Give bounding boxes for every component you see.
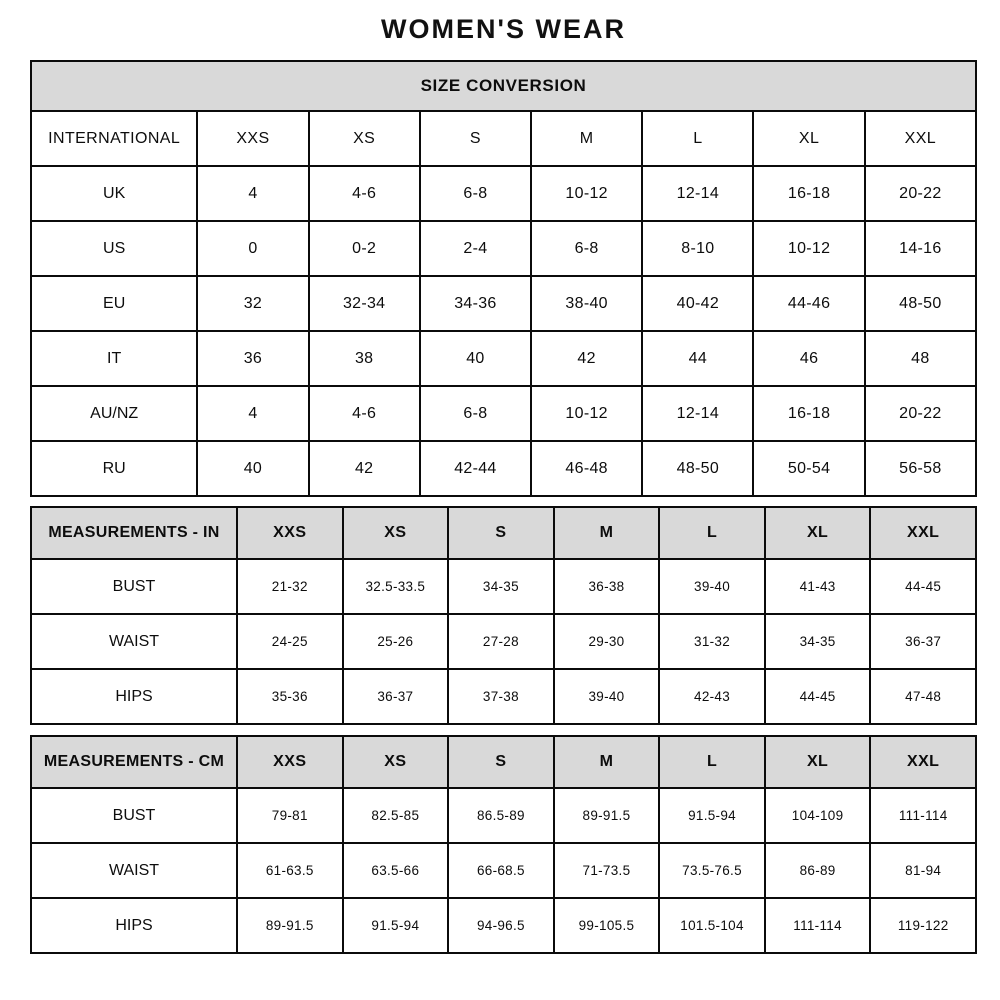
size-value-cell: 42 (531, 331, 642, 386)
size-value-cell: 14-16 (865, 221, 976, 276)
size-value-cell: 32-34 (309, 276, 420, 331)
measurement-value-cell: 91.5-94 (659, 788, 765, 843)
size-value-cell: 32 (197, 276, 308, 331)
size-value-cell: 2-4 (420, 221, 531, 276)
measurement-value-cell: 89-91.5 (237, 898, 343, 953)
measurement-value-cell: 91.5-94 (343, 898, 449, 953)
measurement-value-cell: 104-109 (765, 788, 871, 843)
measurements-table-title: MEASUREMENTS - IN (31, 507, 237, 559)
measurement-row (31, 843, 976, 898)
measurement-value-cell: 71-73.5 (554, 843, 660, 898)
size-value-cell: 0-2 (309, 221, 420, 276)
measurement-value-cell: 35-36 (237, 669, 343, 724)
row-label: US (31, 221, 197, 276)
measurement-value-cell: 24-25 (237, 614, 343, 669)
size-value-cell: 48-50 (865, 276, 976, 331)
measurement-value-cell: 119-122 (870, 898, 976, 953)
measurement-value-cell: 36-37 (343, 669, 449, 724)
size-value-cell: 36 (197, 331, 308, 386)
measurement-value-cell: 44-45 (870, 559, 976, 614)
size-conversion-header: SIZE CONVERSION (31, 61, 976, 111)
size-conversion-table (30, 60, 977, 497)
international-column-header: INTERNATIONAL (31, 111, 197, 166)
size-column-header: S (448, 507, 554, 559)
measurement-value-cell: 27-28 (448, 614, 554, 669)
page-title: WOMEN'S WEAR (381, 14, 626, 44)
measurement-value-cell: 82.5-85 (343, 788, 449, 843)
size-conversion-row (31, 221, 976, 276)
size-column-header: XXS (197, 111, 308, 166)
measurement-value-cell: 25-26 (343, 614, 449, 669)
row-label: HIPS (31, 898, 237, 953)
measurement-value-cell: 37-38 (448, 669, 554, 724)
size-value-cell: 34-36 (420, 276, 531, 331)
size-value-cell: 48 (865, 331, 976, 386)
size-column-header: S (448, 736, 554, 788)
row-label: RU (31, 441, 197, 496)
size-column-header: XXL (870, 736, 976, 788)
measurement-value-cell: 39-40 (554, 669, 660, 724)
size-value-cell: 10-12 (753, 221, 864, 276)
measurement-value-cell: 61-63.5 (237, 843, 343, 898)
measurement-value-cell: 111-114 (765, 898, 871, 953)
measurement-value-cell: 99-105.5 (554, 898, 660, 953)
measurement-value-cell: 47-48 (870, 669, 976, 724)
measurement-value-cell: 29-30 (554, 614, 660, 669)
measurements-in-header-row (31, 507, 976, 559)
size-value-cell: 46-48 (531, 441, 642, 496)
size-value-cell: 10-12 (531, 166, 642, 221)
measurement-value-cell: 34-35 (765, 614, 871, 669)
size-value-cell: 16-18 (753, 386, 864, 441)
size-column-header: XXS (237, 507, 343, 559)
size-column-header: L (642, 111, 753, 166)
row-label: WAIST (31, 843, 237, 898)
size-conversion-row (31, 166, 976, 221)
size-conversion-row (31, 331, 976, 386)
measurement-value-cell: 81-94 (870, 843, 976, 898)
measurement-row (31, 559, 976, 614)
measurements-in-table (30, 506, 977, 725)
measurement-row (31, 669, 976, 724)
size-value-cell: 44-46 (753, 276, 864, 331)
size-column-header: XS (343, 736, 449, 788)
size-value-cell: 38-40 (531, 276, 642, 331)
size-value-cell: 12-14 (642, 166, 753, 221)
size-column-header: L (659, 736, 765, 788)
size-value-cell: 10-12 (531, 386, 642, 441)
measurement-value-cell: 66-68.5 (448, 843, 554, 898)
size-value-cell: 48-50 (642, 441, 753, 496)
size-column-header: M (531, 111, 642, 166)
measurements-cm-table (30, 735, 977, 954)
size-value-cell: 42-44 (420, 441, 531, 496)
size-column-header: L (659, 507, 765, 559)
size-value-cell: 40 (197, 441, 308, 496)
measurement-value-cell: 79-81 (237, 788, 343, 843)
measurement-value-cell: 34-35 (448, 559, 554, 614)
size-conversion-row (31, 276, 976, 331)
size-value-cell: 6-8 (420, 166, 531, 221)
measurement-value-cell: 94-96.5 (448, 898, 554, 953)
row-label: HIPS (31, 669, 237, 724)
measurements-cm-header-row (31, 736, 976, 788)
size-conversion-banner-row (31, 61, 976, 111)
size-conversion-row (31, 386, 976, 441)
size-value-cell: 6-8 (531, 221, 642, 276)
size-column-header: M (554, 507, 660, 559)
size-value-cell: 6-8 (420, 386, 531, 441)
size-column-header: XL (765, 507, 871, 559)
size-value-cell: 12-14 (642, 386, 753, 441)
size-column-header: XS (343, 507, 449, 559)
size-value-cell: 38 (309, 331, 420, 386)
measurement-value-cell: 32.5-33.5 (343, 559, 449, 614)
size-column-header: XXS (237, 736, 343, 788)
size-value-cell: 16-18 (753, 166, 864, 221)
measurement-value-cell: 89-91.5 (554, 788, 660, 843)
measurement-value-cell: 31-32 (659, 614, 765, 669)
size-column-header: XXL (865, 111, 976, 166)
row-label: AU/NZ (31, 386, 197, 441)
size-conversion-row (31, 441, 976, 496)
row-label: UK (31, 166, 197, 221)
size-value-cell: 8-10 (642, 221, 753, 276)
size-value-cell: 56-58 (865, 441, 976, 496)
measurement-row (31, 898, 976, 953)
measurement-value-cell: 42-43 (659, 669, 765, 724)
size-value-cell: 4-6 (309, 386, 420, 441)
measurement-value-cell: 36-37 (870, 614, 976, 669)
size-value-cell: 40-42 (642, 276, 753, 331)
size-column-header: XXL (870, 507, 976, 559)
row-label: BUST (31, 788, 237, 843)
measurement-value-cell: 41-43 (765, 559, 871, 614)
measurement-value-cell: 86-89 (765, 843, 871, 898)
size-value-cell: 4-6 (309, 166, 420, 221)
row-label: WAIST (31, 614, 237, 669)
size-value-cell: 20-22 (865, 166, 976, 221)
measurement-value-cell: 39-40 (659, 559, 765, 614)
measurements-table-title: MEASUREMENTS - CM (31, 736, 237, 788)
size-column-header: XL (765, 736, 871, 788)
size-value-cell: 0 (197, 221, 308, 276)
size-value-cell: 20-22 (865, 386, 976, 441)
measurement-value-cell: 111-114 (870, 788, 976, 843)
measurement-row (31, 614, 976, 669)
row-label: BUST (31, 559, 237, 614)
size-value-cell: 50-54 (753, 441, 864, 496)
measurement-value-cell: 21-32 (237, 559, 343, 614)
size-column-header: XL (753, 111, 864, 166)
size-column-header: M (554, 736, 660, 788)
size-conversion-columns-row (31, 111, 976, 166)
size-value-cell: 46 (753, 331, 864, 386)
measurement-value-cell: 73.5-76.5 (659, 843, 765, 898)
size-value-cell: 4 (197, 386, 308, 441)
measurement-value-cell: 86.5-89 (448, 788, 554, 843)
size-value-cell: 44 (642, 331, 753, 386)
size-column-header: XS (309, 111, 420, 166)
row-label: IT (31, 331, 197, 386)
row-label: EU (31, 276, 197, 331)
size-value-cell: 40 (420, 331, 531, 386)
measurement-value-cell: 101.5-104 (659, 898, 765, 953)
measurement-value-cell: 63.5-66 (343, 843, 449, 898)
size-column-header: S (420, 111, 531, 166)
size-value-cell: 4 (197, 166, 308, 221)
measurement-value-cell: 44-45 (765, 669, 871, 724)
measurement-value-cell: 36-38 (554, 559, 660, 614)
measurement-row (31, 788, 976, 843)
size-value-cell: 42 (309, 441, 420, 496)
